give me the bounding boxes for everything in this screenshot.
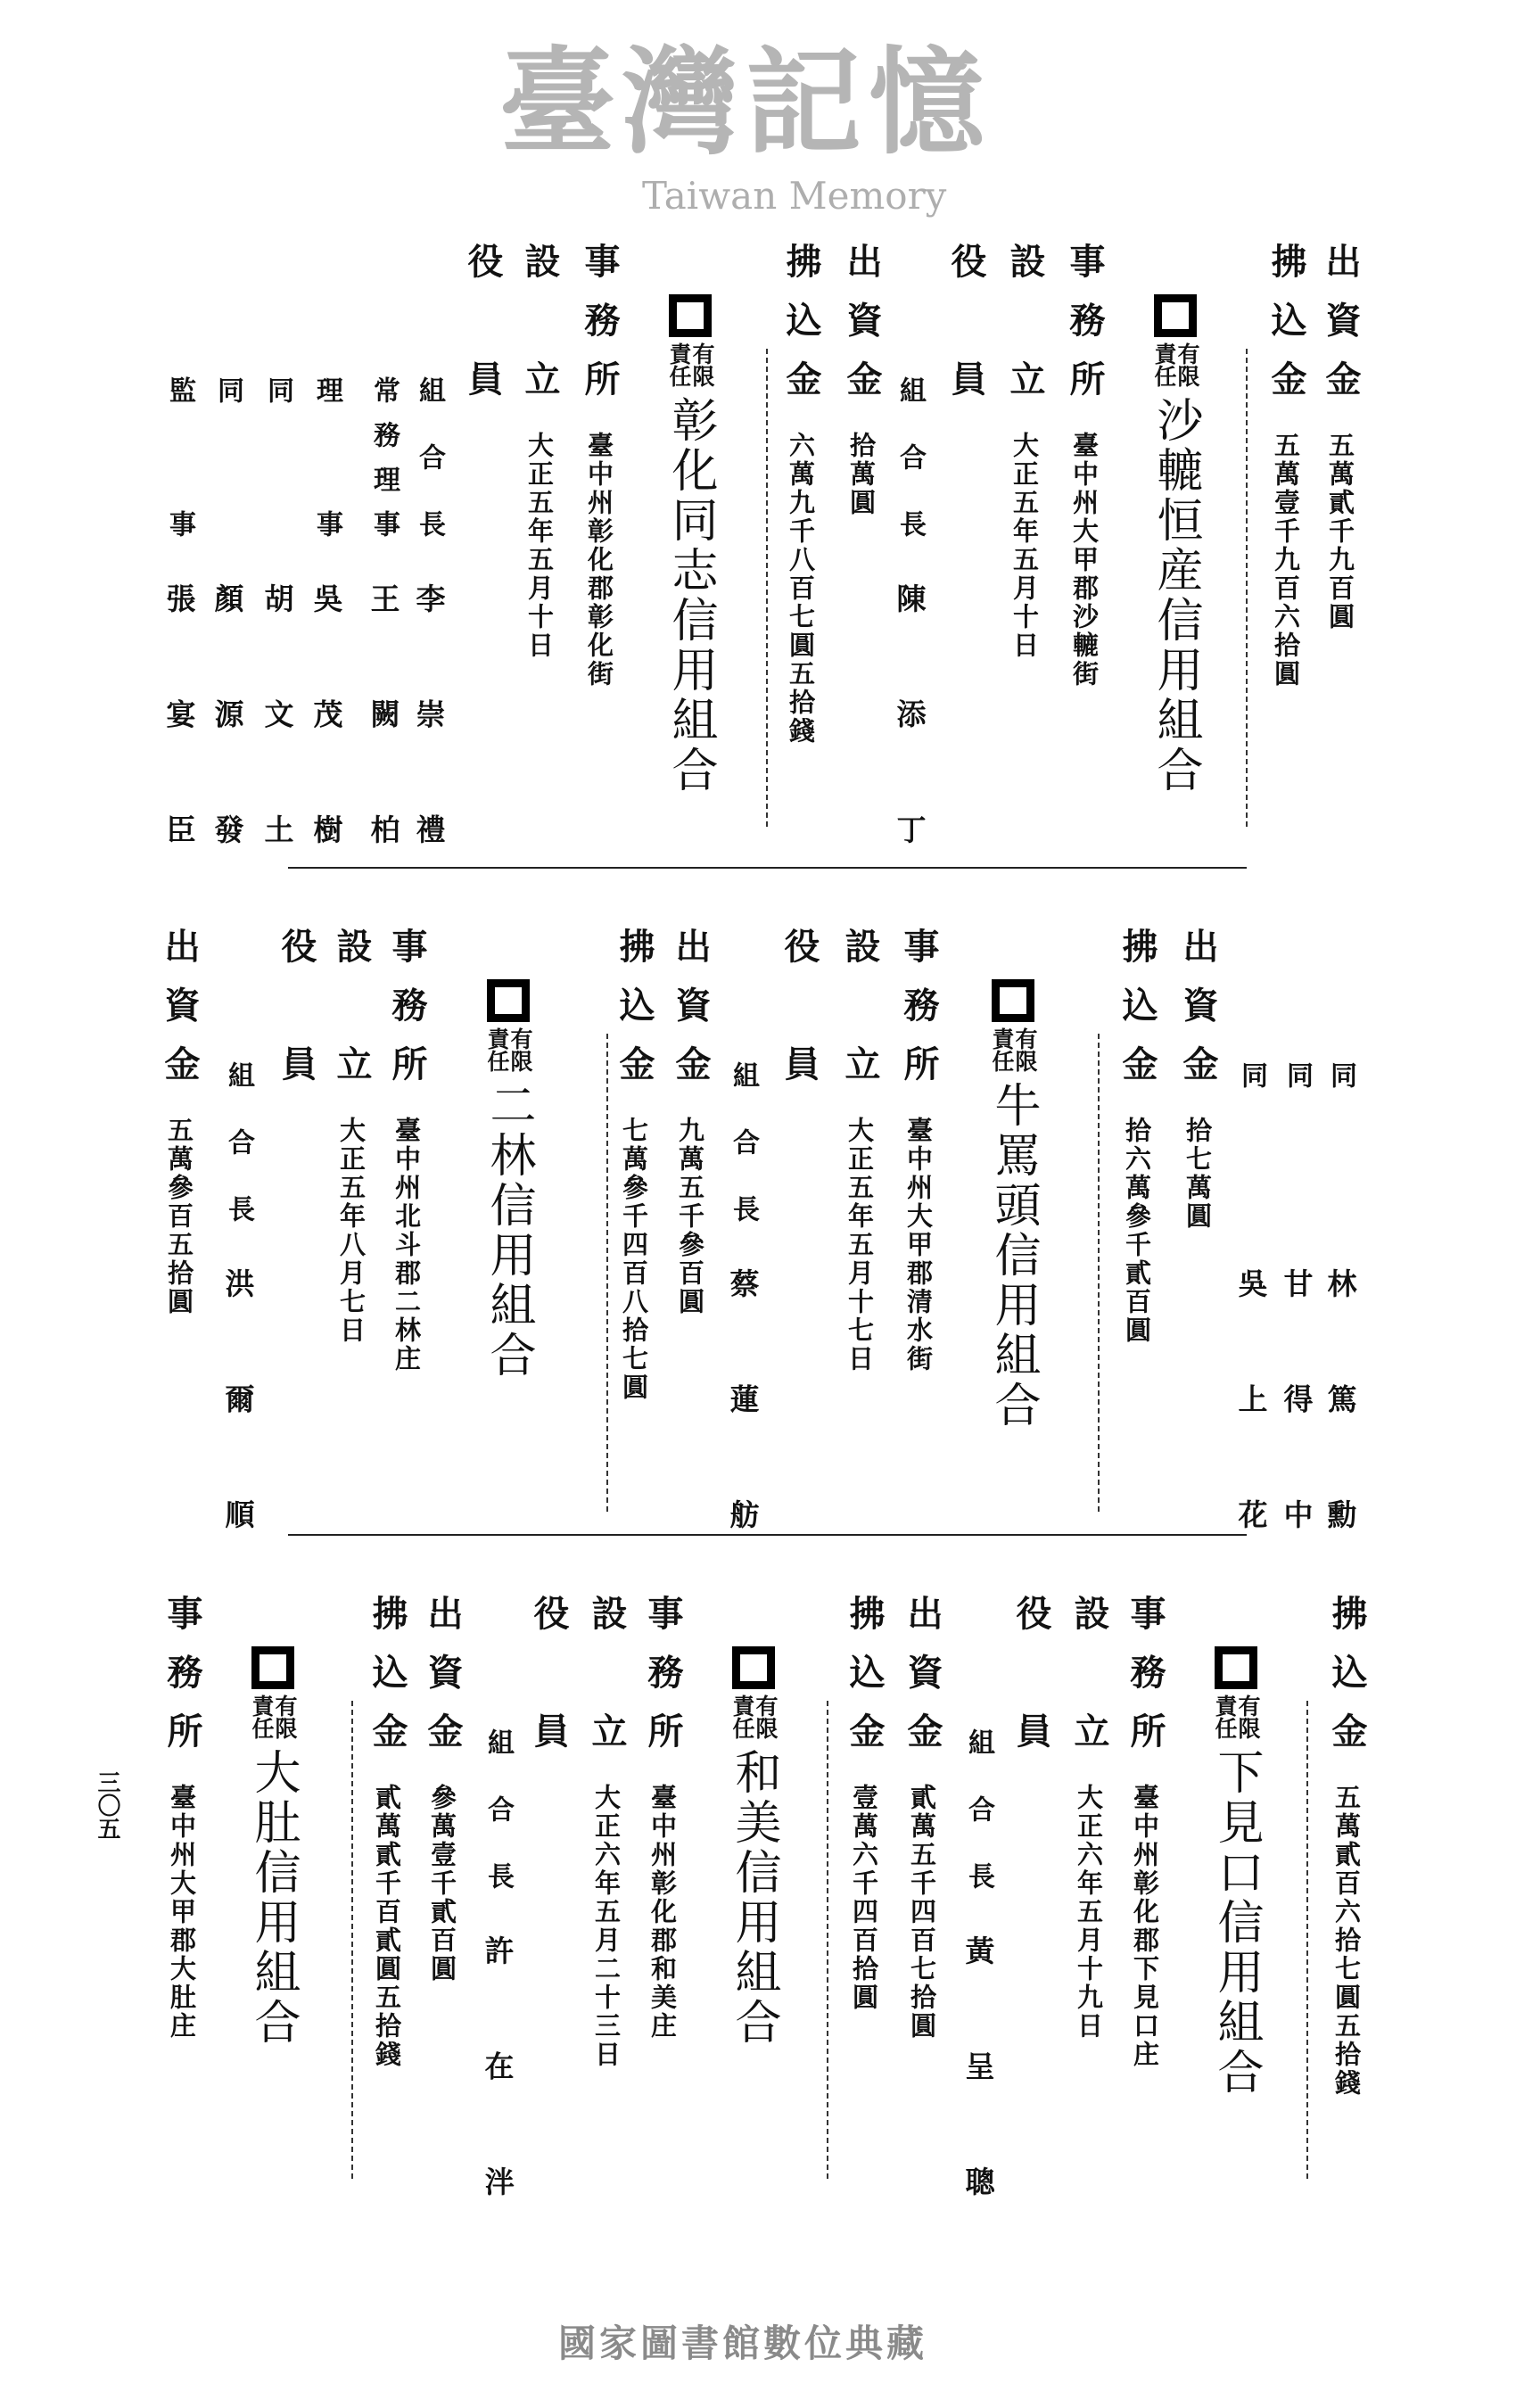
officer-name: 張宴臣 bbox=[161, 583, 197, 930]
association-name: 下見口信用組合 bbox=[1209, 1748, 1263, 2098]
officer-name: 洪爾順 bbox=[220, 1268, 256, 1615]
field-value: 五萬貳千九百圓 bbox=[1325, 432, 1355, 631]
field-row bbox=[896, 928, 941, 1641]
field-value: 大正五年八月七日 bbox=[336, 1117, 367, 1345]
association-name: 和美信用組合 bbox=[727, 1748, 780, 2048]
field-label: 出資金 bbox=[159, 928, 201, 1104]
officer-name: 蔡蓮舫 bbox=[725, 1268, 761, 1615]
association-title-column bbox=[986, 928, 1040, 1641]
field-label: 出資金 bbox=[422, 1595, 464, 1771]
officer-name: 許在泮 bbox=[480, 1935, 515, 2282]
field-value: 臺中州大甲郡大肚庄 bbox=[167, 1784, 197, 2041]
liability-prefix: 有限責任 bbox=[484, 1027, 533, 1072]
field-row bbox=[839, 243, 884, 956]
association-title-column bbox=[1209, 1595, 1263, 2308]
officer-role: 同 bbox=[262, 376, 293, 403]
field-value: 拾七萬圓 bbox=[1182, 1117, 1213, 1231]
field-row bbox=[526, 1595, 571, 2308]
field-label: 役員 bbox=[1010, 1595, 1052, 1830]
field-row bbox=[584, 1595, 629, 2308]
field-row bbox=[777, 928, 821, 1641]
footer-credit: 國家圖書館數位典藏 bbox=[557, 2321, 927, 2365]
field-row bbox=[460, 243, 505, 956]
field-label: 出資金 bbox=[1320, 243, 1362, 419]
officer-name: 顏源發 bbox=[210, 583, 245, 930]
field-row bbox=[1264, 243, 1308, 956]
watermark-subtext: Taiwan Memory bbox=[642, 174, 947, 218]
officer-row bbox=[1318, 928, 1363, 1641]
field-row bbox=[384, 928, 429, 1641]
column-separator-line bbox=[827, 1701, 828, 2179]
officer-row bbox=[721, 928, 765, 1641]
column-separator-line bbox=[606, 1034, 608, 1512]
field-label: 事務所 bbox=[579, 243, 621, 419]
association-name: 二林信用組合 bbox=[482, 1081, 535, 1381]
officer-role: 同 bbox=[1325, 1061, 1356, 1088]
field-row bbox=[157, 928, 202, 1641]
officer-name: 胡文土 bbox=[260, 583, 295, 930]
field-value: 臺中州大甲郡沙轆街 bbox=[1069, 432, 1100, 689]
square-bullet-icon bbox=[732, 1646, 775, 1689]
field-label: 事務所 bbox=[642, 1595, 684, 1771]
liability-prefix: 有限責任 bbox=[249, 1695, 298, 1739]
officer-role: 組合長 bbox=[223, 1061, 254, 1262]
officer-row bbox=[1229, 928, 1273, 1641]
field-value: 參萬壹千貳百圓 bbox=[427, 1784, 457, 1983]
field-value: 臺中州彰化郡彰化街 bbox=[584, 432, 614, 689]
field-value: 臺中州彰化郡和美庄 bbox=[647, 1784, 678, 2041]
field-value: 貳萬貳千百貳圓五拾錢 bbox=[372, 1784, 402, 2069]
field-row bbox=[1324, 1595, 1369, 2308]
field-label: 拂込金 bbox=[780, 243, 822, 419]
field-label: 拂込金 bbox=[367, 1595, 408, 1771]
field-value: 臺中州大甲郡清水街 bbox=[903, 1117, 934, 1373]
officer-row bbox=[361, 243, 406, 956]
officer-name: 林篤勳 bbox=[1322, 1268, 1358, 1615]
officer-row bbox=[407, 243, 451, 956]
field-row bbox=[943, 243, 988, 956]
field-value: 大正六年五月十九日 bbox=[1074, 1784, 1104, 2041]
officer-row bbox=[157, 243, 202, 956]
column-separator-line bbox=[1098, 1034, 1100, 1512]
officer-role: 組合長 bbox=[728, 1061, 759, 1262]
association-name: 彰化同志信用組合 bbox=[663, 396, 717, 796]
page-number: 三〇五 bbox=[94, 1770, 120, 1840]
field-row bbox=[1002, 243, 1047, 956]
field-label: 事務所 bbox=[1125, 1595, 1166, 1771]
field-label: 拂込金 bbox=[1116, 928, 1158, 1104]
field-row bbox=[1123, 1595, 1167, 2308]
field-label: 拂込金 bbox=[614, 928, 655, 1104]
field-label: 事務所 bbox=[161, 1595, 203, 1771]
field-value: 臺中州北斗郡二林庄 bbox=[391, 1117, 422, 1373]
liability-prefix: 有限責任 bbox=[1212, 1695, 1261, 1739]
association-title-column bbox=[727, 1595, 780, 2308]
field-label: 役員 bbox=[276, 928, 317, 1163]
field-row bbox=[274, 928, 318, 1641]
field-value: 拾六萬參千貳百圓 bbox=[1122, 1117, 1152, 1345]
field-value: 五萬參百五拾圓 bbox=[164, 1117, 194, 1316]
field-label: 設立 bbox=[586, 1595, 628, 1830]
field-value: 大正五年五月十日 bbox=[1009, 432, 1040, 660]
field-row bbox=[640, 1595, 685, 2308]
field-label: 事務所 bbox=[898, 928, 940, 1104]
column-separator-line bbox=[1246, 349, 1248, 827]
field-label: 拂込金 bbox=[1265, 243, 1307, 419]
association-title-column bbox=[246, 1595, 300, 2308]
field-value: 大正五年五月十日 bbox=[524, 432, 555, 660]
field-label: 役員 bbox=[528, 1595, 570, 1830]
field-label: 出資金 bbox=[1177, 928, 1219, 1104]
association-name: 牛罵頭信用組合 bbox=[986, 1081, 1040, 1431]
field-row bbox=[517, 243, 562, 956]
field-row bbox=[160, 1595, 204, 2308]
field-row bbox=[365, 1595, 409, 2308]
officer-role: 組合長 bbox=[894, 376, 926, 577]
field-value: 六萬九千八百七圓五拾錢 bbox=[786, 432, 816, 746]
officer-row bbox=[255, 243, 300, 956]
field-label: 出資金 bbox=[841, 243, 883, 419]
square-bullet-icon bbox=[992, 979, 1034, 1022]
field-label: 設立 bbox=[1068, 1595, 1110, 1830]
liability-prefix: 有限責任 bbox=[989, 1027, 1038, 1072]
field-label: 設立 bbox=[839, 928, 881, 1163]
liability-prefix: 有限責任 bbox=[729, 1695, 779, 1739]
officer-row bbox=[956, 1595, 1001, 2308]
field-row bbox=[842, 1595, 886, 2308]
column-separator-line bbox=[766, 349, 768, 827]
officer-name: 吳茂樹 bbox=[309, 583, 344, 930]
officer-row bbox=[304, 243, 349, 956]
association-title-column bbox=[1149, 243, 1202, 956]
section-divider bbox=[288, 1534, 1247, 1536]
field-row bbox=[1318, 243, 1363, 956]
officer-name: 黃呈聰 bbox=[960, 1935, 996, 2282]
officer-name: 吳上花 bbox=[1233, 1268, 1269, 1615]
field-label: 役員 bbox=[779, 928, 820, 1163]
square-bullet-icon bbox=[251, 1646, 294, 1689]
field-row bbox=[900, 1595, 944, 2308]
field-row bbox=[668, 928, 713, 1641]
square-bullet-icon bbox=[1215, 1646, 1257, 1689]
field-value: 拾萬圓 bbox=[846, 432, 877, 517]
field-value: 五萬貳百六拾七圓五拾錢 bbox=[1331, 1784, 1362, 2098]
field-row bbox=[577, 243, 622, 956]
officer-row bbox=[887, 243, 932, 956]
liability-prefix: 有限責任 bbox=[1151, 342, 1200, 387]
association-title-column bbox=[482, 928, 535, 1641]
field-label: 出資金 bbox=[902, 1595, 943, 1771]
officer-role: 同 bbox=[1281, 1061, 1313, 1088]
field-row bbox=[837, 928, 882, 1641]
field-label: 役員 bbox=[945, 243, 987, 478]
officer-name: 李崇禮 bbox=[411, 583, 447, 930]
field-label: 設立 bbox=[1004, 243, 1046, 478]
officer-role: 理事 bbox=[311, 376, 342, 644]
field-label: 出資金 bbox=[670, 928, 712, 1104]
field-label: 拂込金 bbox=[1326, 1595, 1368, 1771]
field-value: 臺中州彰化郡下見口庄 bbox=[1130, 1784, 1160, 2069]
officer-role: 組合長 bbox=[414, 376, 445, 577]
liability-prefix: 有限責任 bbox=[666, 342, 715, 387]
column-separator-line bbox=[351, 1701, 353, 2179]
officer-role: 同 bbox=[212, 376, 243, 403]
field-label: 事務所 bbox=[1064, 243, 1106, 419]
officer-role: 組合長 bbox=[482, 1728, 514, 1929]
square-bullet-icon bbox=[1154, 294, 1197, 337]
field-row bbox=[779, 243, 823, 956]
field-value: 貳萬五千四百七拾圓 bbox=[907, 1784, 937, 2041]
field-row bbox=[1067, 1595, 1111, 2308]
officer-row bbox=[475, 1595, 520, 2308]
field-label: 拂込金 bbox=[844, 1595, 886, 1771]
field-row bbox=[1009, 1595, 1053, 2308]
square-bullet-icon bbox=[487, 979, 530, 1022]
field-label: 役員 bbox=[462, 243, 504, 478]
field-label: 設立 bbox=[331, 928, 373, 1163]
field-value: 五萬壹千九百六拾圓 bbox=[1271, 432, 1301, 689]
officer-name: 王闕柏 bbox=[366, 583, 401, 930]
field-value: 七萬參千四百八拾七圓 bbox=[619, 1117, 649, 1402]
field-value: 壹萬六千四百拾圓 bbox=[849, 1784, 879, 2012]
field-row bbox=[420, 1595, 465, 2308]
officer-role: 監事 bbox=[164, 376, 195, 644]
officer-role: 同 bbox=[1236, 1061, 1267, 1088]
officer-row bbox=[216, 928, 260, 1641]
field-value: 大正五年五月十七日 bbox=[845, 1117, 875, 1373]
field-row bbox=[1115, 928, 1159, 1641]
association-title-column bbox=[663, 243, 717, 956]
field-row bbox=[329, 928, 374, 1641]
field-value: 大正六年五月二十三日 bbox=[591, 1784, 622, 2069]
field-row bbox=[1062, 243, 1107, 956]
officer-row bbox=[1274, 928, 1319, 1641]
field-value: 九萬五千參百圓 bbox=[675, 1117, 705, 1316]
field-row bbox=[1175, 928, 1220, 1641]
field-label: 事務所 bbox=[386, 928, 428, 1104]
field-label: 設立 bbox=[519, 243, 561, 478]
watermark-logo: 臺灣記憶 bbox=[499, 34, 993, 170]
association-name: 沙轆恒産信用組合 bbox=[1149, 396, 1202, 796]
officer-role: 常務理事 bbox=[368, 376, 400, 555]
association-name: 大肚信用組合 bbox=[246, 1748, 300, 2048]
column-separator-line bbox=[1306, 1701, 1308, 2179]
square-bullet-icon bbox=[669, 294, 712, 337]
field-row bbox=[612, 928, 656, 1641]
officer-name: 陳添丁 bbox=[892, 583, 927, 930]
officer-row bbox=[205, 243, 250, 956]
officer-role: 組合長 bbox=[963, 1728, 994, 1929]
officer-name: 甘得中 bbox=[1279, 1268, 1314, 1615]
